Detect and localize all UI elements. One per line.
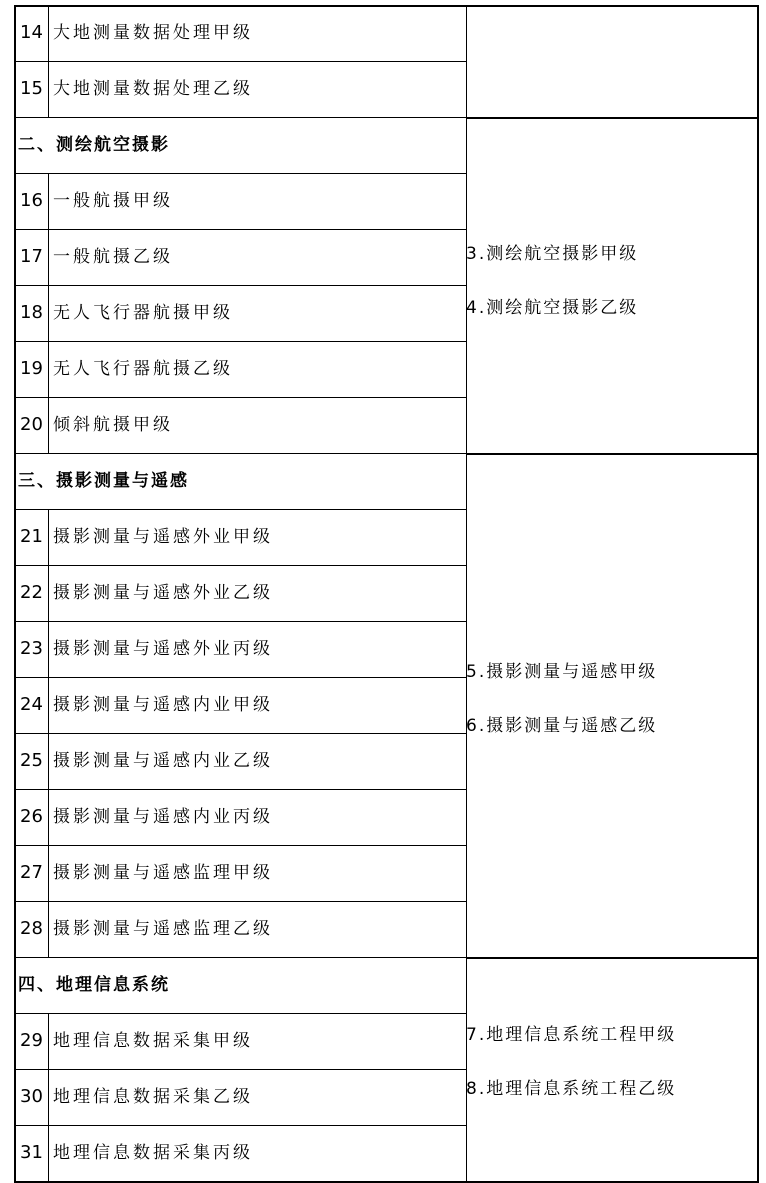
row-divider bbox=[14, 677, 466, 678]
row-label: 摄影测量与遥感外业乙级 bbox=[53, 583, 273, 603]
qualification-mapping: 7.地理信息系统工程甲级 bbox=[466, 1025, 677, 1045]
number-divider bbox=[48, 173, 49, 229]
row-number: 25 bbox=[20, 750, 43, 771]
row-divider bbox=[14, 453, 466, 454]
row-number: 29 bbox=[20, 1030, 43, 1051]
row-number: 14 bbox=[20, 22, 43, 43]
row-divider bbox=[14, 733, 466, 734]
row-divider bbox=[14, 1069, 466, 1070]
row-number: 30 bbox=[20, 1086, 43, 1107]
row-number: 26 bbox=[20, 806, 43, 827]
row-label: 摄影测量与遥感监理甲级 bbox=[53, 863, 273, 883]
row-label: 摄影测量与遥感外业甲级 bbox=[53, 527, 273, 547]
number-divider bbox=[48, 341, 49, 397]
row-number: 17 bbox=[20, 246, 43, 267]
number-divider bbox=[48, 789, 49, 845]
row-number: 18 bbox=[20, 302, 43, 323]
qualification-mapping: 4.测绘航空摄影乙级 bbox=[466, 298, 639, 318]
number-divider bbox=[48, 1069, 49, 1125]
row-number: 28 bbox=[20, 918, 43, 939]
number-divider bbox=[48, 397, 49, 453]
row-divider bbox=[14, 229, 466, 230]
number-divider bbox=[48, 1013, 49, 1069]
row-label: 一般航摄甲级 bbox=[53, 191, 173, 211]
row-label: 地理信息数据采集丙级 bbox=[53, 1143, 253, 1163]
row-number: 22 bbox=[20, 582, 43, 603]
row-divider bbox=[14, 1013, 466, 1014]
qualification-mapping: 6.摄影测量与遥感乙级 bbox=[466, 716, 658, 736]
row-divider bbox=[14, 397, 466, 398]
table-border-top bbox=[14, 5, 759, 7]
row-divider bbox=[14, 509, 466, 510]
row-label: 倾斜航摄甲级 bbox=[53, 415, 173, 435]
row-number: 31 bbox=[20, 1142, 43, 1163]
row-divider bbox=[14, 845, 466, 846]
number-divider bbox=[48, 509, 49, 565]
row-divider bbox=[14, 173, 466, 174]
row-label: 大地测量数据处理甲级 bbox=[53, 23, 253, 43]
table-border-right bbox=[757, 5, 759, 1183]
group-divider bbox=[466, 117, 757, 119]
row-label: 无人飞行器航摄甲级 bbox=[53, 303, 233, 323]
row-number: 27 bbox=[20, 862, 43, 883]
number-divider bbox=[48, 229, 49, 285]
column-divider bbox=[466, 5, 467, 1181]
group-divider bbox=[466, 453, 757, 455]
number-divider bbox=[48, 565, 49, 621]
row-label: 摄影测量与遥感监理乙级 bbox=[53, 919, 273, 939]
row-label: 摄影测量与遥感内业甲级 bbox=[53, 695, 273, 715]
section-heading: 二、测绘航空摄影 bbox=[18, 135, 170, 155]
number-divider bbox=[48, 285, 49, 341]
row-number: 20 bbox=[20, 414, 43, 435]
number-divider bbox=[48, 845, 49, 901]
number-divider bbox=[48, 677, 49, 733]
row-divider bbox=[14, 61, 466, 62]
section-heading: 四、地理信息系统 bbox=[18, 975, 170, 995]
row-divider bbox=[14, 621, 466, 622]
row-label: 摄影测量与遥感内业丙级 bbox=[53, 807, 273, 827]
row-label: 无人飞行器航摄乙级 bbox=[53, 359, 233, 379]
row-divider bbox=[14, 285, 466, 286]
row-label: 摄影测量与遥感外业丙级 bbox=[53, 639, 273, 659]
row-number: 23 bbox=[20, 638, 43, 659]
row-label: 地理信息数据采集乙级 bbox=[53, 1087, 253, 1107]
row-number: 15 bbox=[20, 78, 43, 99]
row-label: 摄影测量与遥感内业乙级 bbox=[53, 751, 273, 771]
row-number: 16 bbox=[20, 190, 43, 211]
row-divider bbox=[14, 565, 466, 566]
row-number: 21 bbox=[20, 526, 43, 547]
row-label: 大地测量数据处理乙级 bbox=[53, 79, 253, 99]
number-divider bbox=[48, 1125, 49, 1181]
qualification-mapping: 8.地理信息系统工程乙级 bbox=[466, 1079, 677, 1099]
number-divider bbox=[48, 61, 49, 117]
row-divider bbox=[14, 1125, 466, 1126]
row-divider bbox=[14, 901, 466, 902]
qualification-mapping: 5.摄影测量与遥感甲级 bbox=[466, 662, 658, 682]
row-label: 地理信息数据采集甲级 bbox=[53, 1031, 253, 1051]
number-divider bbox=[48, 5, 49, 61]
number-divider bbox=[48, 733, 49, 789]
section-heading: 三、摄影测量与遥感 bbox=[18, 471, 189, 491]
row-number: 24 bbox=[20, 694, 43, 715]
group-divider bbox=[466, 957, 757, 959]
row-label: 一般航摄乙级 bbox=[53, 247, 173, 267]
row-divider bbox=[14, 117, 466, 118]
row-divider bbox=[14, 957, 466, 958]
qualification-mapping: 3.测绘航空摄影甲级 bbox=[466, 244, 639, 264]
number-divider bbox=[48, 621, 49, 677]
number-divider bbox=[48, 901, 49, 957]
row-divider bbox=[14, 789, 466, 790]
row-divider bbox=[14, 341, 466, 342]
row-number: 19 bbox=[20, 358, 43, 379]
